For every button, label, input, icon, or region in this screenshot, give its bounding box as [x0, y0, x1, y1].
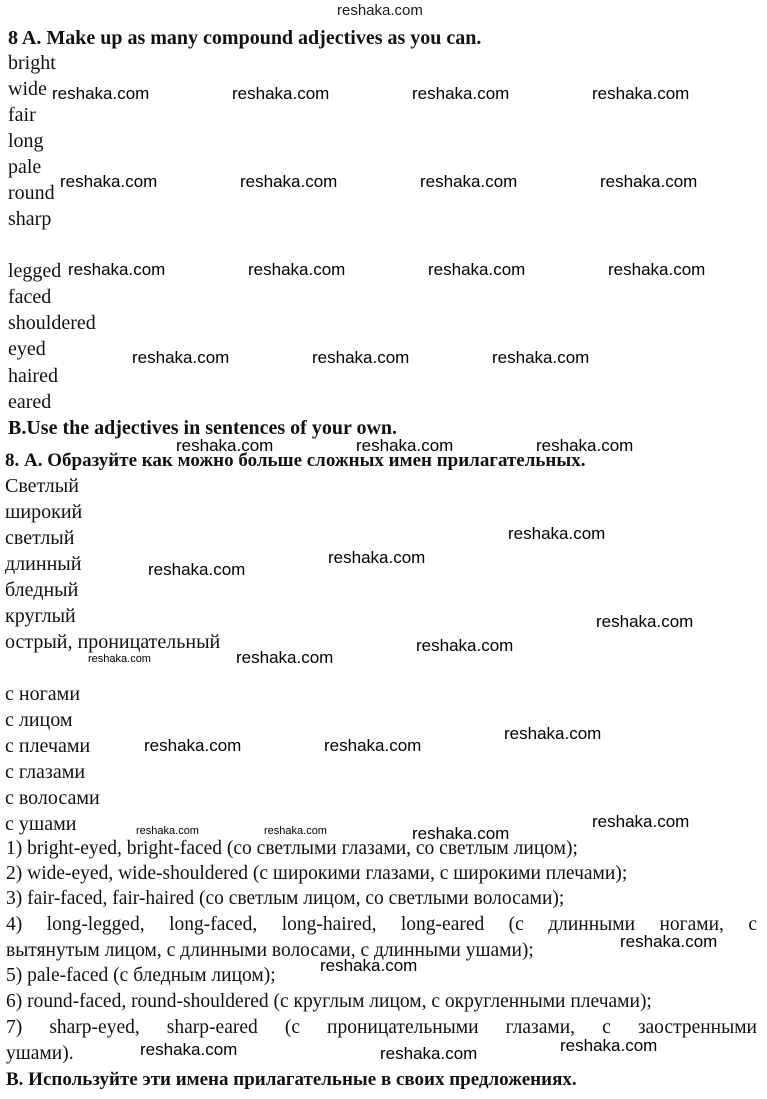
ru-first-word: Светлый [5, 475, 79, 497]
watermark: reshaka.com [600, 172, 698, 191]
answer-line: 2) wide-eyed, wide-shouldered (с широкими глазами, с широкими плечами); [6, 863, 628, 884]
second-word: shouldered [8, 312, 96, 334]
second-word: haired [8, 365, 58, 387]
first-word: bright [8, 52, 56, 74]
first-word: fair [8, 104, 36, 126]
watermark: reshaka.com [492, 348, 590, 367]
second-word: eared [8, 391, 52, 413]
watermark: reshaka.com [176, 436, 274, 455]
task-b-title: B.Use the adjectives in sentences of your own. [8, 417, 398, 439]
watermark: reshaka.com [596, 612, 694, 631]
watermark: reshaka.com [140, 1040, 238, 1059]
watermark: reshaka.com [236, 648, 334, 667]
watermark: reshaka.com [412, 84, 510, 103]
second-word: faced [8, 286, 52, 308]
watermark: reshaka.com [504, 724, 602, 743]
ru-second-word: с глазами [5, 761, 86, 783]
watermark: reshaka.com [320, 956, 418, 975]
watermark: reshaka.com [508, 524, 606, 543]
ru-first-word: длинный [5, 553, 82, 575]
answer-line: 6) round-faced, round-shouldered (с круглым лицом, с округленными плечами); [6, 991, 652, 1012]
ru-first-word: широкий [5, 501, 83, 523]
watermark: reshaka.com [560, 1036, 658, 1055]
watermark: reshaka.com [608, 260, 706, 279]
first-word: round [8, 182, 55, 204]
second-word: legged [8, 260, 62, 282]
ru-first-word: светлый [5, 527, 75, 549]
watermark: reshaka.com [380, 1044, 478, 1063]
watermark: reshaka.com [240, 172, 338, 191]
first-word: pale [8, 156, 42, 178]
answer-line: 4) long-legged, long-faced, long-haired, long-eared (с длинными ногами, с [6, 914, 757, 935]
watermark: reshaka.com [248, 260, 346, 279]
first-word: long [8, 130, 44, 152]
watermark: reshaka.com [412, 824, 510, 843]
task-a-title: 8 A. Make up as many compound adjectives as you can. [8, 27, 482, 49]
watermark: reshaka.com [620, 932, 718, 951]
answer-line: 5) pale-faced (с бледным лицом); [6, 965, 276, 986]
watermark: reshaka.com [144, 736, 242, 755]
watermark: reshaka.com [428, 260, 526, 279]
ru-second-word: с плечами [5, 735, 91, 757]
watermark: reshaka.com [148, 560, 246, 579]
answer-line: ушами). [6, 1043, 74, 1064]
watermark: reshaka.com [324, 736, 422, 755]
watermark: reshaka.com [592, 812, 690, 831]
watermark: reshaka.com [328, 548, 426, 567]
watermark: reshaka.com [136, 825, 199, 837]
ru-second-word: с ногами [5, 683, 81, 705]
watermark: reshaka.com [312, 348, 410, 367]
first-word: wide [8, 78, 47, 100]
second-word: eyed [8, 338, 46, 360]
watermark: reshaka.com [88, 653, 151, 665]
watermark: reshaka.com [132, 348, 230, 367]
ru-second-word: с лицом [5, 709, 73, 731]
ru-task-a-title: 8. А. Образуйте как можно больше сложных имен прилагательных. [5, 450, 586, 471]
watermark: reshaka.com [232, 84, 330, 103]
watermark: reshaka.com [536, 436, 634, 455]
ru-second-word: с ушами [5, 813, 77, 835]
watermark: reshaka.com [60, 172, 158, 191]
answer-line: вытянутым лицом, с длинными волосами, с длинными ушами); [6, 940, 534, 961]
watermark: reshaka.com [416, 636, 514, 655]
watermark: reshaka.com [52, 84, 150, 103]
answer-line: 7) sharp-eyed, sharp-eared (с проницательными глазами, с заостренными [6, 1017, 757, 1038]
ru-second-word: с волосами [5, 787, 100, 809]
watermark: reshaka.com [420, 172, 518, 191]
watermark: reshaka.com [264, 825, 327, 837]
watermark: reshaka.com [592, 84, 690, 103]
answer-line: 3) fair-faced, fair-haired (со светлым лицом, со светлыми волосами); [6, 888, 565, 909]
first-word: sharp [8, 208, 52, 230]
ru-task-b-title: В. Используйте эти имена прилагательные в своих предложениях. [6, 1069, 577, 1090]
watermark: reshaka.com [68, 260, 166, 279]
ru-first-word: круглый [5, 605, 76, 627]
answer-line: 1) bright-eyed, bright-faced (со светлыми глазами, со светлым лицом); [6, 838, 578, 859]
ru-first-word: острый, проницательный [5, 631, 221, 653]
ru-first-word: бледный [5, 579, 79, 601]
watermark: reshaka.com [356, 436, 454, 455]
top-watermark: reshaka.com [337, 2, 423, 19]
